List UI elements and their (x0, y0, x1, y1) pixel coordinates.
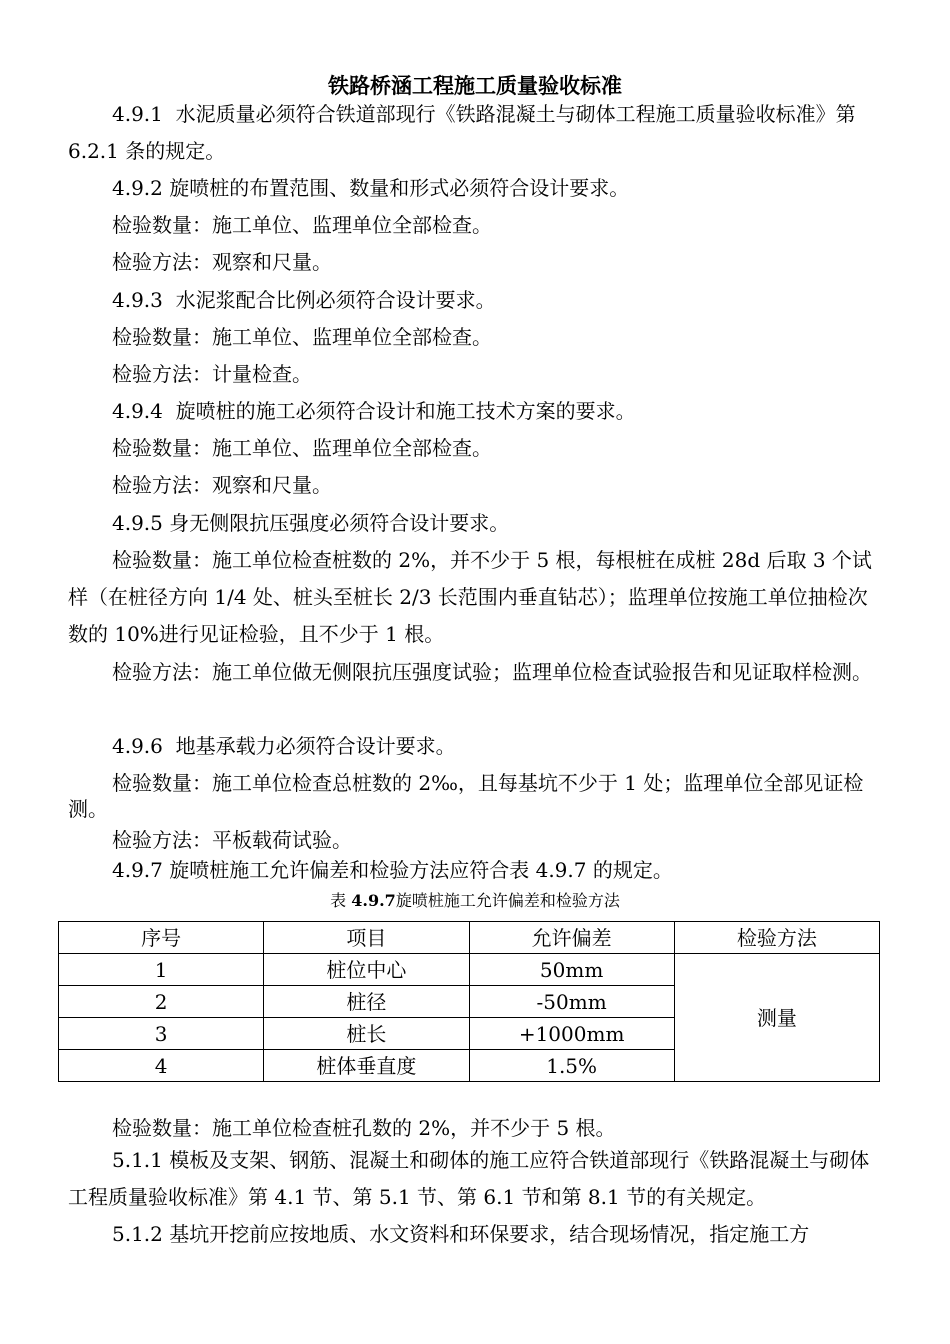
document-title: 铁路桥涵工程施工质量验收标准 (328, 73, 622, 98)
inspection-method: 检验方法：平板载荷试验。 (112, 828, 352, 852)
row-item: 桩长 (264, 1018, 469, 1050)
clause-5-1-1: 5.1.1 模板及支架、钢筋、混凝土和砌体的施工应符合铁道部现行《铁路混凝土与砌体工程质量验收标准》第 4.1 节、第 5.1 节、第 6.1 节和第 8.1 节的有关规定。 (68, 1148, 870, 1209)
row-tolerance: 50mm (469, 954, 674, 986)
row-number: 1 (59, 954, 264, 986)
inspection-method: 检验方法：观察和尺量。 (112, 250, 332, 274)
clause-4-9-1: 4.9.1 水泥质量必须符合铁道部现行《铁路混凝土与砌体工程施工质量验收标准》第 6.2.1 条的规定。 (68, 102, 862, 163)
caption-text: 旋喷桩施工允许偏差和检验方法 (395, 891, 620, 910)
inspection-quantity: 检验数量：施工单位检查总桩数的 2‰，且每基坑不少于 1 处；监理单位全部见证检测。 (68, 771, 864, 821)
table-header-row (59, 922, 880, 954)
table-row (59, 954, 880, 986)
clause-4-9-5: 4.9.5 身无侧限抗压强度必须符合设计要求。 (112, 511, 510, 535)
row-tolerance: 1.5% (469, 1050, 674, 1082)
clause-4-9-7: 4.9.7 旋喷桩施工允许偏差和检验方法应符合表 4.9.7 的规定。 (112, 858, 673, 882)
row-number: 2 (59, 986, 264, 1018)
clause-5-1-2: 5.1.2 基坑开挖前应按地质、水文资料和环保要求，结合现场情况，指定施工方 (112, 1222, 810, 1246)
caption-prefix: 表 (330, 891, 352, 910)
row-item: 桩位中心 (264, 954, 469, 986)
inspection-quantity: 检验数量：施工单位、监理单位全部检查。 (112, 436, 492, 460)
row-item: 桩体垂直度 (264, 1050, 469, 1082)
clause-4-9-6: 4.9.6 地基承载力必须符合设计要求。 (112, 734, 456, 758)
header-cell: 序号 (59, 922, 264, 954)
inspection-quantity: 检验数量：施工单位、监理单位全部检查。 (112, 213, 492, 237)
row-number: 4 (59, 1050, 264, 1082)
inspection-method: 检验方法：施工单位做无侧限抗压强度试验；监理单位检查试验报告和见证取样检测。 (112, 660, 872, 684)
inspection-method: 检验方法：计量检查。 (112, 362, 312, 386)
method-cell: 测量 (674, 954, 879, 1082)
inspection-quantity: 检验数量：施工单位检查桩孔数的 2%，并不少于 5 根。 (112, 1116, 616, 1140)
clause-4-9-4: 4.9.4 旋喷桩的施工必须符合设计和施工技术方案的要求。 (112, 399, 636, 423)
header-cell: 项目 (264, 922, 469, 954)
caption-number: 4.9.7 (351, 891, 396, 910)
inspection-quantity: 检验数量：施工单位、监理单位全部检查。 (112, 325, 492, 349)
header-cell: 允许偏差 (469, 922, 674, 954)
clause-4-9-3: 4.9.3 水泥浆配合比例必须符合设计要求。 (112, 288, 496, 312)
inspection-method: 检验方法：观察和尺量。 (112, 473, 332, 497)
inspection-quantity: 检验数量：施工单位检查桩数的 2%，并不少于 5 根，每根桩在成桩 28d 后取 3 个试样（在桩径方向 1/4 处、桩头至桩长 2/3 长范围内垂直钻芯）；监理单位按施工单位抽检次数的 10%进行见证检验，且不少于 1 根。 (68, 548, 872, 646)
row-item: 桩径 (264, 986, 469, 1018)
clause-4-9-2: 4.9.2 旋喷桩的布置范围、数量和形式必须符合设计要求。 (112, 176, 630, 200)
row-tolerance: +1000mm (469, 1018, 674, 1050)
table-caption (0, 890, 950, 912)
tolerance-table (58, 921, 880, 1082)
row-number: 3 (59, 1018, 264, 1050)
header-cell: 检验方法 (674, 922, 879, 954)
row-tolerance: -50mm (469, 986, 674, 1018)
